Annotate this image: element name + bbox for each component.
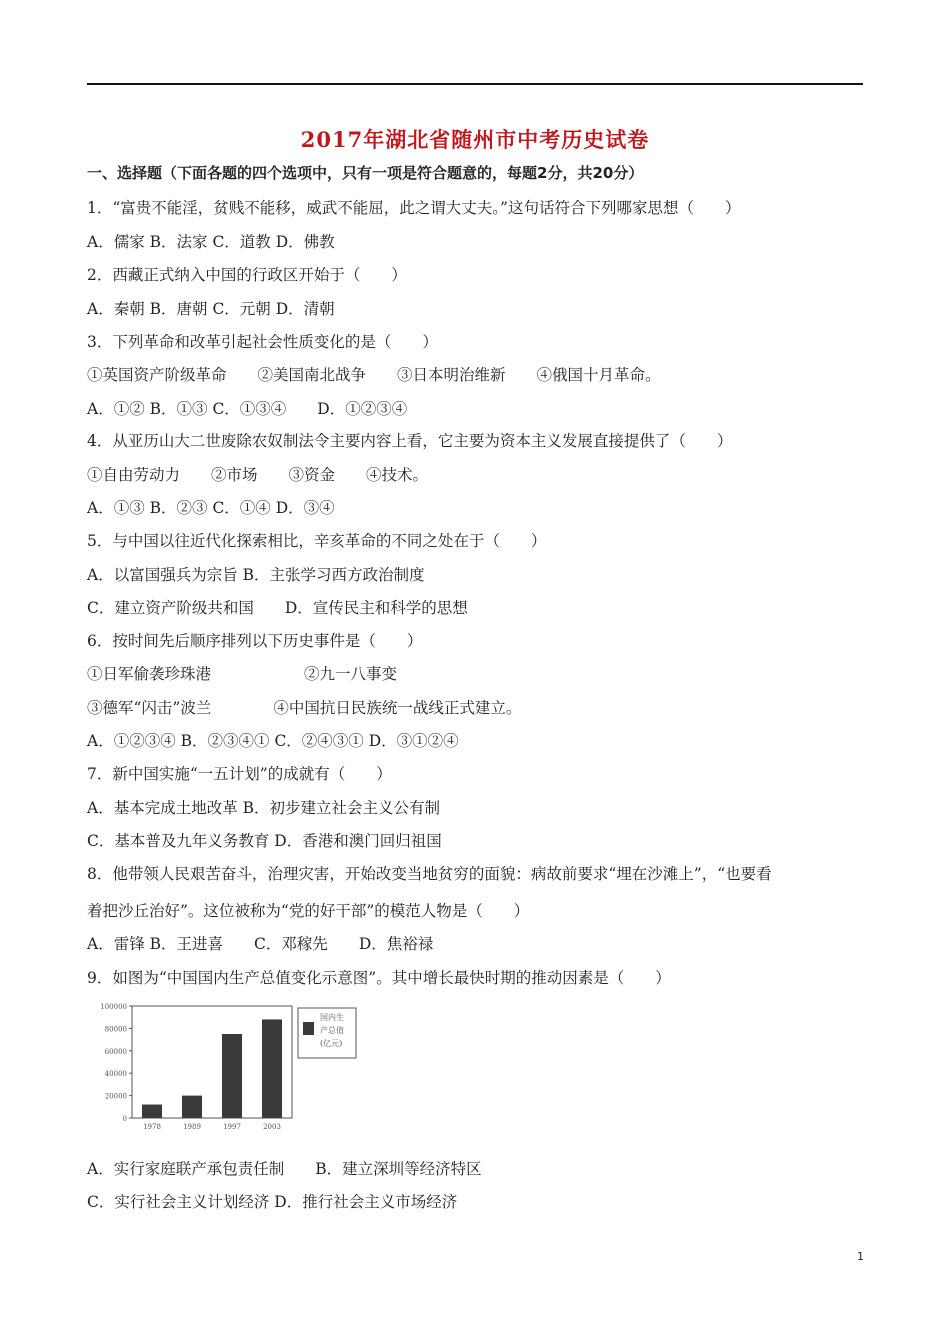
statement-line: ①日军偷袭珍珠港 ②九一八事变 (87, 665, 398, 683)
question-line: 6．按时间先后顺序排列以下历史事件是（ ） (87, 632, 423, 650)
header-rule (87, 83, 863, 85)
question-line: 3．下列革命和改革引起社会性质变化的是（ ） (87, 333, 438, 351)
x-tick-label: 1997 (223, 1123, 241, 1131)
y-tick-label: 80000 (104, 1025, 127, 1034)
question-line: 4．从亚历山大二世废除农奴制法令主要内容上看，它主要为资本主义发展直接提供了（ ） (87, 432, 733, 450)
y-tick-label: 20000 (104, 1092, 127, 1101)
question-line: 着把沙丘治好”。这位被称为“党的好干部”的模范人物是（ ） (87, 902, 530, 920)
options-line: A．秦朝 B．唐朝 C．元朝 D．清朝 (87, 300, 335, 318)
options-line: C．建立资产阶级共和国 D．宣传民主和科学的思想 (87, 599, 468, 617)
statement-line: ①英国资产阶级革命 ②美国南北战争 ③日本明治维新 ④俄国十月革命。 (87, 366, 661, 384)
x-tick-label: 1989 (183, 1123, 201, 1131)
legend-label: 产总值 (320, 1026, 344, 1035)
bar (142, 1105, 162, 1118)
options-line: A．雷锋 B．王进喜 C．邓稼先 D．焦裕禄 (87, 935, 434, 953)
question-line: 8．他带领人民艰苦奋斗，治理灾害，开始改变当地贫穷的面貌：病故前要求“埋在沙滩上”，“也要看 (87, 865, 772, 883)
bar (262, 1019, 282, 1118)
exam-title: 2017年湖北省随州市中考历史试卷 (300, 127, 650, 152)
x-tick-label: 1978 (143, 1123, 161, 1131)
options-line: A．基本完成土地改革 B．初步建立社会主义公有制 (87, 799, 441, 817)
options-line: A．①② B．①③ C．①③④ D．①②③④ (87, 400, 408, 418)
bar (182, 1096, 202, 1118)
options-line: C．实行社会主义计划经济 D．推行社会主义市场经济 (87, 1193, 458, 1211)
bar (222, 1034, 242, 1118)
statement-line: ①自由劳动力 ②市场 ③资金 ④技术。 (87, 466, 429, 484)
options-line: A．儒家 B．法家 C．道教 D．佛教 (87, 233, 335, 251)
options-line: A．实行家庭联产承包责任制 B．建立深圳等经济特区 (87, 1160, 482, 1178)
options-line: A．①③ B．②③ C．①④ D．③④ (87, 499, 335, 517)
page-number: 1 (857, 1250, 864, 1263)
gdp-chart (92, 998, 360, 1140)
options-line: A．以富国强兵为宗旨 B．主张学习西方政治制度 (87, 566, 425, 584)
legend-swatch (303, 1022, 314, 1035)
statement-line: ③德军“闪击”波兰 ④中国抗日民族统一战线正式建立。 (87, 699, 522, 717)
question-line: 1．“富贵不能淫，贫贱不能移，威武不能屈，此之谓大丈夫。”这句话符合下列哪家思想（ ） (87, 199, 741, 217)
y-tick-label: 100000 (100, 1003, 127, 1011)
gdp-chart-svg (92, 998, 360, 1140)
question-line: 9．如图为“中国国内生产总值变化示意图”。其中增长最快时期的推动因素是（ ） (87, 969, 671, 987)
question-line: 5．与中国以往近代化探索相比，辛亥革命的不同之处在于（ ） (87, 532, 547, 550)
legend-label: 国内生 (320, 1013, 344, 1022)
question-line: 7．新中国实施“一五计划”的成就有（ ） (87, 765, 392, 783)
y-tick-label: 60000 (104, 1047, 127, 1056)
question-line: 2．西藏正式纳入中国的行政区开始于（ ） (87, 266, 407, 284)
options-line: C．基本普及九年义务教育 D．香港和澳门回归祖国 (87, 832, 442, 850)
y-tick-label: 0 (122, 1115, 127, 1123)
section-heading: 一、选择题（下面各题的四个选项中，只有一项是符合题意的，每题2分，共20分） (87, 164, 644, 182)
y-tick-label: 40000 (104, 1070, 127, 1079)
x-tick-label: 2003 (263, 1123, 281, 1131)
options-line: A．①②③④ B．②③④① C．②④③① D．③①②④ (87, 732, 459, 750)
legend-label: (亿元) (320, 1039, 343, 1048)
